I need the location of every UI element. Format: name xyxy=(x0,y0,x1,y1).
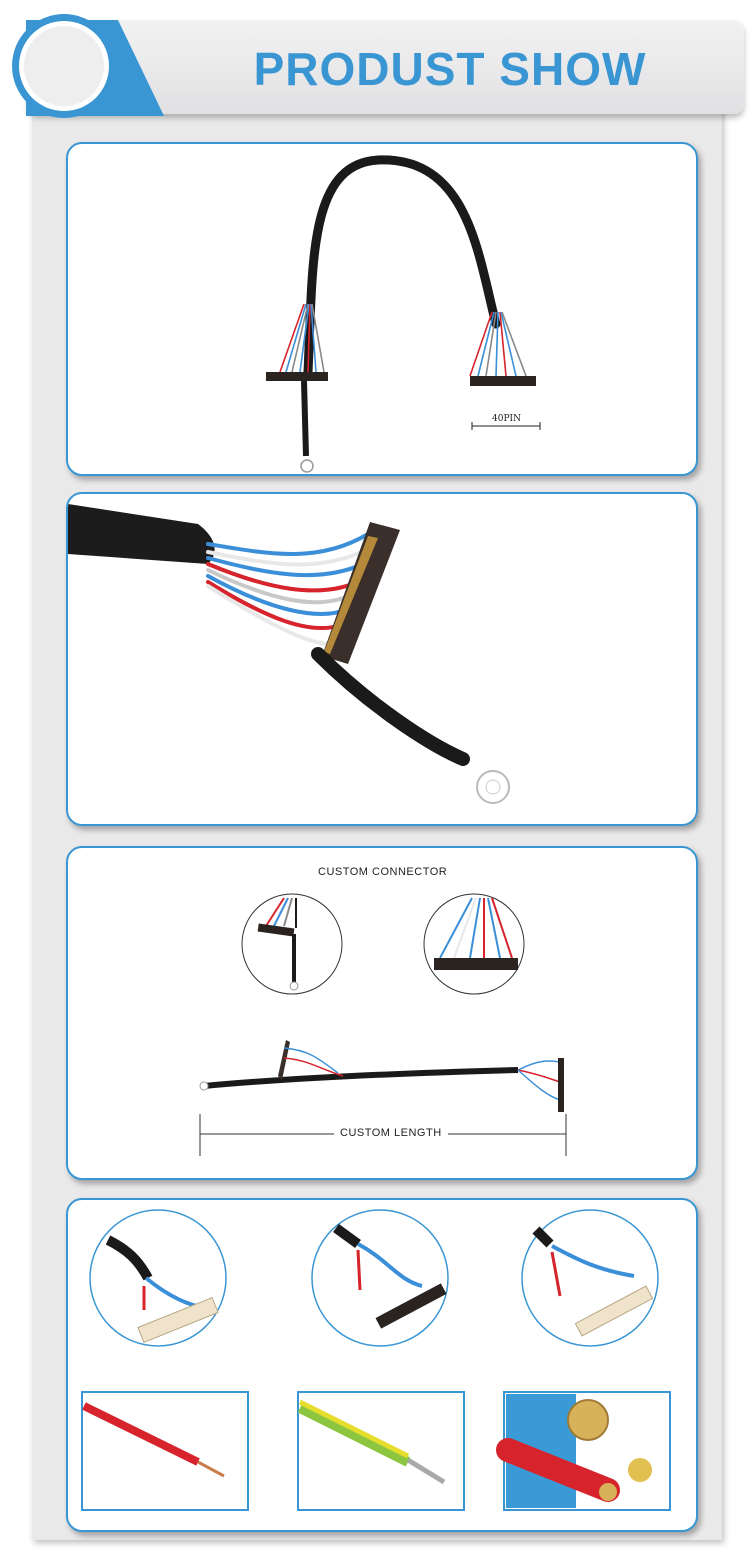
multicore-cable-sample xyxy=(504,1392,670,1510)
header-badge-icon xyxy=(6,8,166,118)
custom-connector-label: CUSTOM CONNECTOR xyxy=(318,866,448,878)
red-wire-sample xyxy=(82,1392,248,1510)
cable-assembly-photo xyxy=(68,144,696,474)
product-photo-panel-1 xyxy=(66,142,698,476)
connector-sample-3 xyxy=(522,1210,658,1346)
page-title: PRODUST SHOW xyxy=(253,43,647,95)
product-photo-panel-2 xyxy=(66,492,698,826)
connector-sample-2 xyxy=(312,1210,448,1346)
customization-panel xyxy=(66,846,698,1180)
pin-count-label: 40PIN xyxy=(492,414,521,424)
custom-length-label: CUSTOM LENGTH xyxy=(340,1127,442,1139)
materials-grid xyxy=(68,1200,696,1530)
materials-panel xyxy=(66,1198,698,1532)
connector-closeup-photo xyxy=(68,494,696,824)
connector-sample-1 xyxy=(90,1210,226,1346)
yellow-green-wire-sample xyxy=(298,1392,464,1510)
